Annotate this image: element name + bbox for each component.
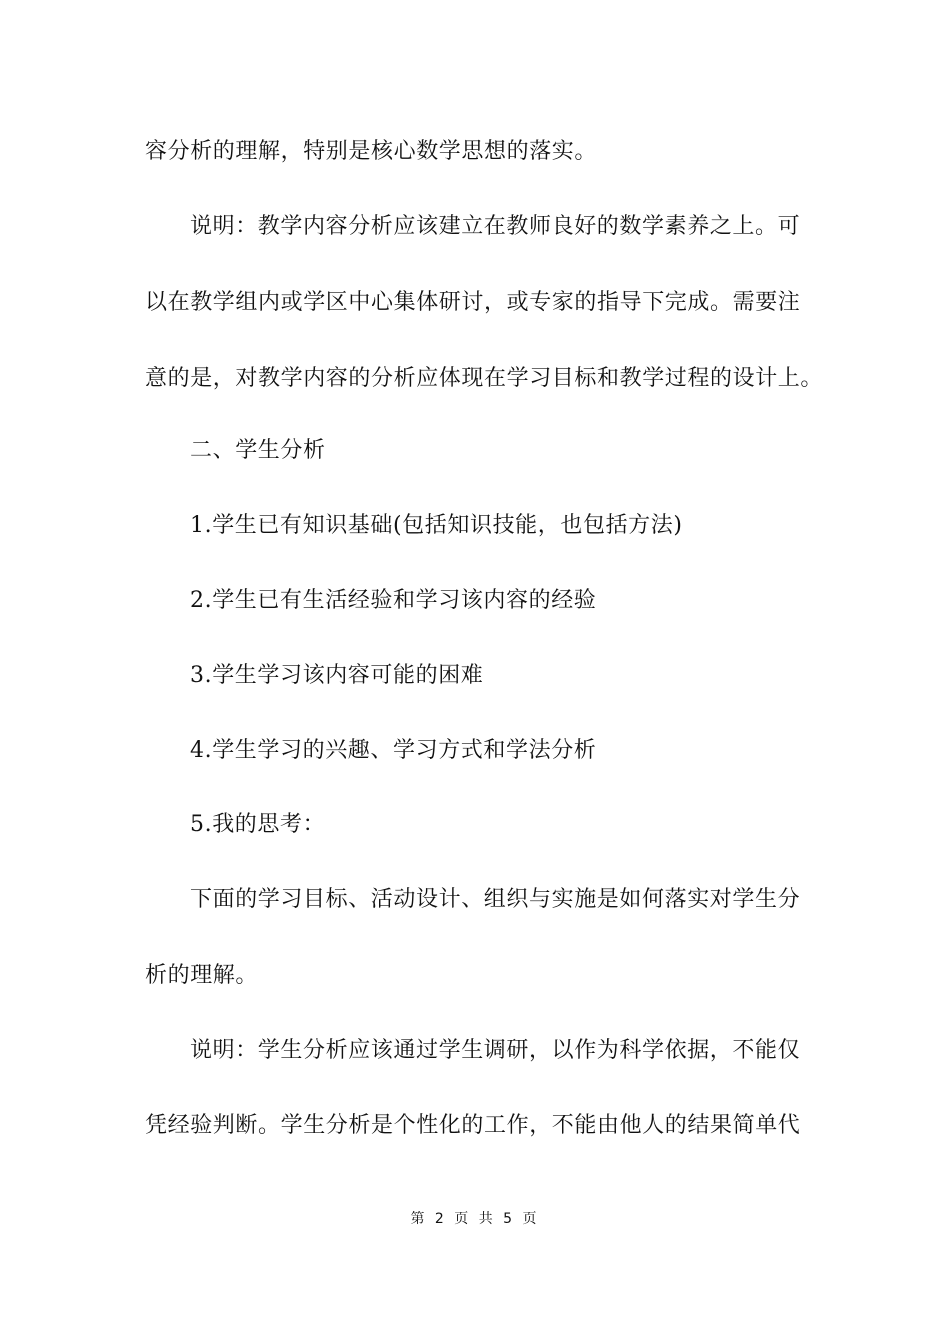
text-line-2: 说明：教学内容分析应该建立在教师良好的数学素养之上。可: [190, 214, 801, 239]
page-footer: [0, 1208, 950, 1228]
page-prefix: 第: [410, 1211, 428, 1227]
text-line-1: 容分析的理解，特别是核心数学思想的落实。: [145, 139, 598, 164]
list-item-4: 4.学生学习的兴趣、学习方式和学法分析: [190, 738, 597, 763]
list-item-2: 2.学生已有生活经验和学习该内容的经验: [190, 588, 597, 613]
text-line-7: 说明：学生分析应该通过学生调研，以作为科学依据，不能仅: [190, 1038, 801, 1063]
text-line-8: 凭经验判断。学生分析是个性化的工作，不能由他人的结果简单代: [145, 1113, 801, 1138]
section-heading: 二、学生分析: [190, 438, 326, 463]
page-total: 5: [503, 1211, 516, 1227]
page-suffix: 页: [522, 1211, 540, 1227]
list-item-1: 1.学生已有知识基础(包括知识技能，也包括方法): [190, 513, 683, 538]
text-line-4: 意的是，对教学内容的分析应体现在学习目标和教学过程的设计上。: [145, 366, 824, 391]
text-line-6: 析的理解。: [145, 963, 259, 988]
list-item-5: 5.我的思考：: [190, 812, 326, 837]
text-line-5: 下面的学习目标、活动设计、组织与实施是如何落实对学生分: [190, 887, 801, 912]
list-item-3: 3.学生学习该内容可能的困难: [190, 663, 484, 688]
page-current: 2: [434, 1211, 447, 1227]
text-line-3: 以在教学组内或学区中心集体研讨，或专家的指导下完成。需要注: [145, 290, 801, 315]
page-mid: 页 共: [454, 1211, 496, 1227]
